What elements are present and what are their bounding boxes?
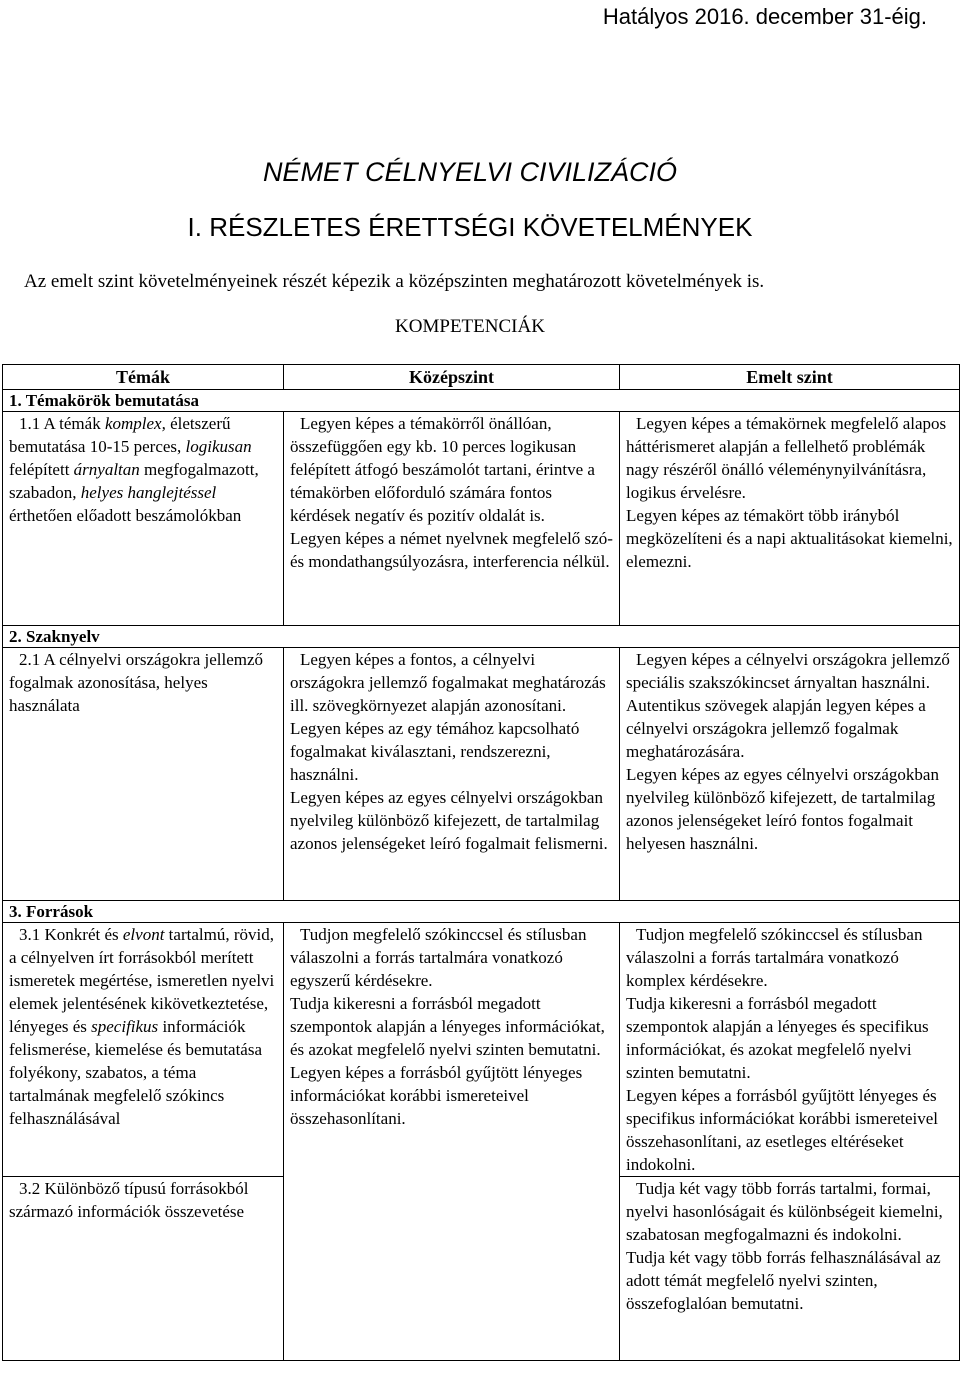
adv-text: Tudja kikeresni a forrásból megadott szempontok alapján a lényeges és specifikus információkat, és azokat megfelelő nyelvi szinten bemutatni.: [626, 994, 929, 1082]
mid-text: Tudja kikeresni a forrásból megadott szempontok alapján a lényeges információkat, és azokat megfelelő nyelvi szinten bemutatni.: [290, 994, 605, 1059]
topic-cell-3-1: 3.1 Konkrét és elvont tartalmú, rövid, a célnyelven írt forrásokból merített ismeretek megértése, ismeretlen nyelvi elemek jelentésének kikövetkeztetése, lényeges és specifikus információk felismerése, kiemelése és bemutatása folyékony, szabatos, a téma tartalmának megfelelő szókincs felhasználásával: [3, 923, 284, 1177]
adv-text: Tudjon megfelelő szókinccsel és stílusban válaszolni a forrás tartalmára vonatkozó komplex kérdésekre.: [626, 925, 923, 990]
header-advanced-level: Emelt szint: [620, 365, 960, 390]
topic-cell-2-1: 2.1 A célnyelvi országokra jellemző fogalmak azonosítása, helyes használata: [3, 648, 284, 901]
table-row: [3, 648, 960, 901]
mid-text: Tudjon megfelelő szókinccsel és stílusban válaszolni a forrás tartalmára vonatkozó egyszerű kérdésekre.: [290, 925, 587, 990]
section-title-2: 2. Szaknyelv: [3, 626, 960, 648]
adv-text: Legyen képes a témakörnek megfelelő alapos háttérismeret alapján a fellelhető problémák nagy részéről önálló véleménynyilvánításra, logikus érvelésre.: [626, 414, 947, 502]
section-heading: KOMPETENCIÁK: [395, 316, 545, 337]
document-subtitle: I. RÉSZLETES ÉRETTSÉGI KÖVETELMÉNYEK: [187, 212, 753, 242]
mid-text: Legyen képes a témakörről önállóan, összefüggően egy kb. 10 perces logikusan felépített átfogó beszámolót tartani, érintve a témakörben előforduló számára fontos kérdések negatív és pozitív oldalát is.: [290, 414, 595, 525]
adv-cell-1: [620, 412, 960, 626]
topic-cell-3-2: 3.2 Különböző típusú forrásokból származó információk összevetése: [3, 1177, 284, 1361]
adv-cell-3-2: [620, 1177, 960, 1361]
adv-text: Tudja két vagy több forrás felhasználásával az adott témát megfelelő nyelvi szinten, összefoglalóan bemutatni.: [626, 1248, 941, 1313]
mid-text: Legyen képes az egyes célnyelvi országokban nyelvileg különböző kifejezett, de tartalmilag azonos jelenségeket leíró fogalmait felismerni.: [290, 788, 608, 853]
adv-cell-3-1: [620, 923, 960, 1177]
adv-text: Tudja két vagy több forrás tartalmi, formai, nyelvi hasonlóságait és különbségeit kiemelni, szabatosan megfogalmazni és indokolni.: [626, 1179, 943, 1244]
adv-text: Legyen képes az témakört több irányból megközelíteni és a napi aktualitásokat kiemelni, elemezni.: [626, 506, 953, 571]
section-title-3: 3. Források: [3, 901, 960, 923]
mid-text: Legyen képes a forrásból gyűjtött lényeges információkat korábbi ismereteivel összehasonlítani.: [290, 1063, 583, 1128]
table-header-row: [3, 365, 960, 390]
mid-cell-3: [284, 923, 620, 1361]
competency-table: [2, 364, 960, 1361]
mid-text: Legyen képes a fontos, a célnyelvi országokra jellemző fogalmakat meghatározás ill. szövegkörnyezet alapján azonosítani.: [290, 650, 606, 715]
header-mid-level: Középszint: [284, 365, 620, 390]
validity-note: Hatályos 2016. december 31-éig.: [602, 4, 927, 29]
adv-text: Legyen képes az egyes célnyelvi országokban nyelvileg különböző kifejezett, de tartalmilag azonos jelenségeket leíró fontos fogalmait helyesen használni.: [626, 765, 939, 853]
mid-text: Legyen képes a német nyelvnek megfelelő szó- és mondathangsúlyozásra, interferencia nélkül.: [290, 529, 613, 571]
mid-text: Legyen képes az egy témához kapcsolható fogalmakat kiválasztani, rendszerezni, használni.: [290, 719, 580, 784]
section-row-2: [3, 626, 960, 648]
adv-text: Autentikus szövegek alapján legyen képes a célnyelvi országokra jellemző fogalmak meghatározására.: [626, 696, 926, 761]
intro-text: Az emelt szint követelményeinek részét képezik a középszinten meghatározott követelmények is.: [24, 271, 765, 292]
section-title-1: 1. Témakörök bemutatása: [3, 390, 960, 412]
header-topics: Témák: [3, 365, 284, 390]
adv-text: Legyen képes a célnyelvi országokra jellemző speciális szakszókincset árnyaltan használni.: [626, 650, 950, 692]
section-row-3: [3, 901, 960, 923]
table-row: [3, 412, 960, 626]
adv-cell-2: [620, 648, 960, 901]
section-row-1: [3, 390, 960, 412]
topic-cell-1-1: 1.1 A témák komplex, életszerű bemutatása 10-15 perces, logikusan felépített árnyaltan megfogalmazott, szabadon, helyes hanglejtéssel érthetően előadott beszámolókban: [3, 412, 284, 626]
adv-text: Legyen képes a forrásból gyűjtött lényeges és specifikus információkat korábbi ismereteivel összehasonlítani, az esetleges eltéréseket indokolni.: [626, 1086, 939, 1174]
mid-cell-1: [284, 412, 620, 626]
table-row: [3, 923, 960, 1177]
document-title: NÉMET CÉLNYELVI CIVILIZÁCIÓ: [262, 157, 678, 187]
mid-cell-2: [284, 648, 620, 901]
